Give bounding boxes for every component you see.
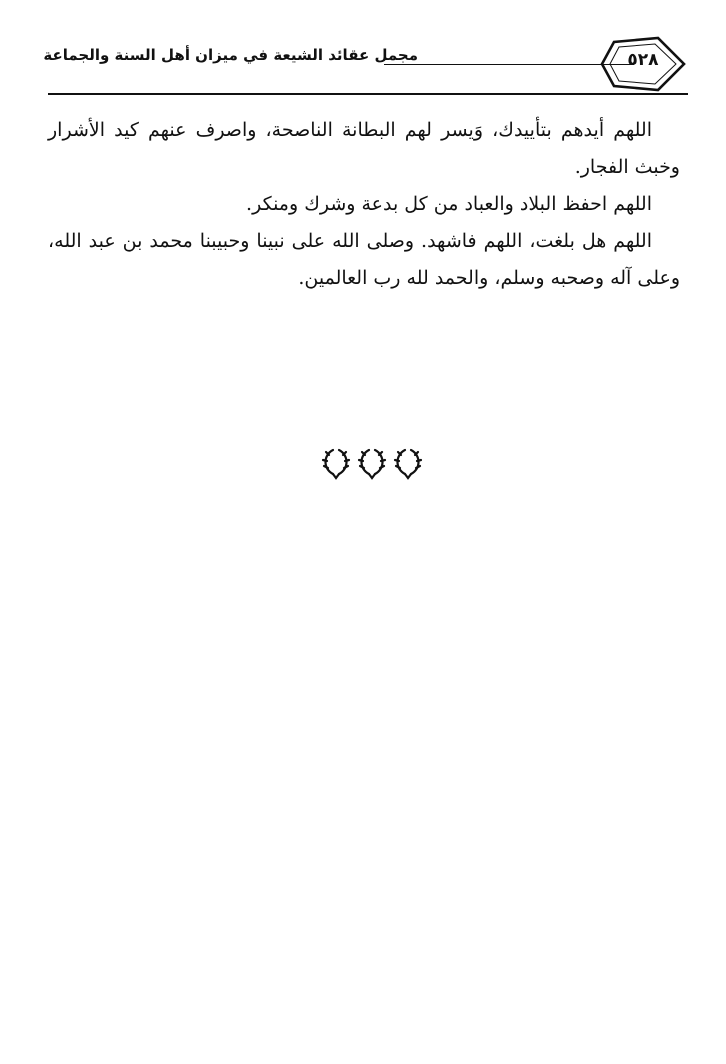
paragraph-2: اللهم احفظ البلاد والعباد من كل بدعة وشرك ومنكر. (246, 193, 652, 215)
running-title: مجمل عقائد الشيعة في ميزان أهل السنة والجماعة (43, 46, 418, 64)
paragraph-3: اللهم هل بلغت، اللهم فاشهد. وصلى الله على نبينا وحبيبنا محمد بن عبد الله، وعلى آله وصحبه وسلم، والحمد لله رب العالمين. (48, 230, 680, 289)
body-text (48, 112, 680, 297)
page-header (43, 36, 688, 98)
triple-wreath-ornament-icon (318, 446, 426, 480)
page-number: ٥٢٨ (627, 50, 659, 70)
header-rule (48, 93, 688, 95)
paragraph-1: اللهم أيدهم بتأييدك، وَيسر لهم البطانة الناصحة، واصرف عنهم كيد الأشرار وخبث الفجار. (48, 119, 680, 178)
header-dash-line (384, 64, 634, 65)
